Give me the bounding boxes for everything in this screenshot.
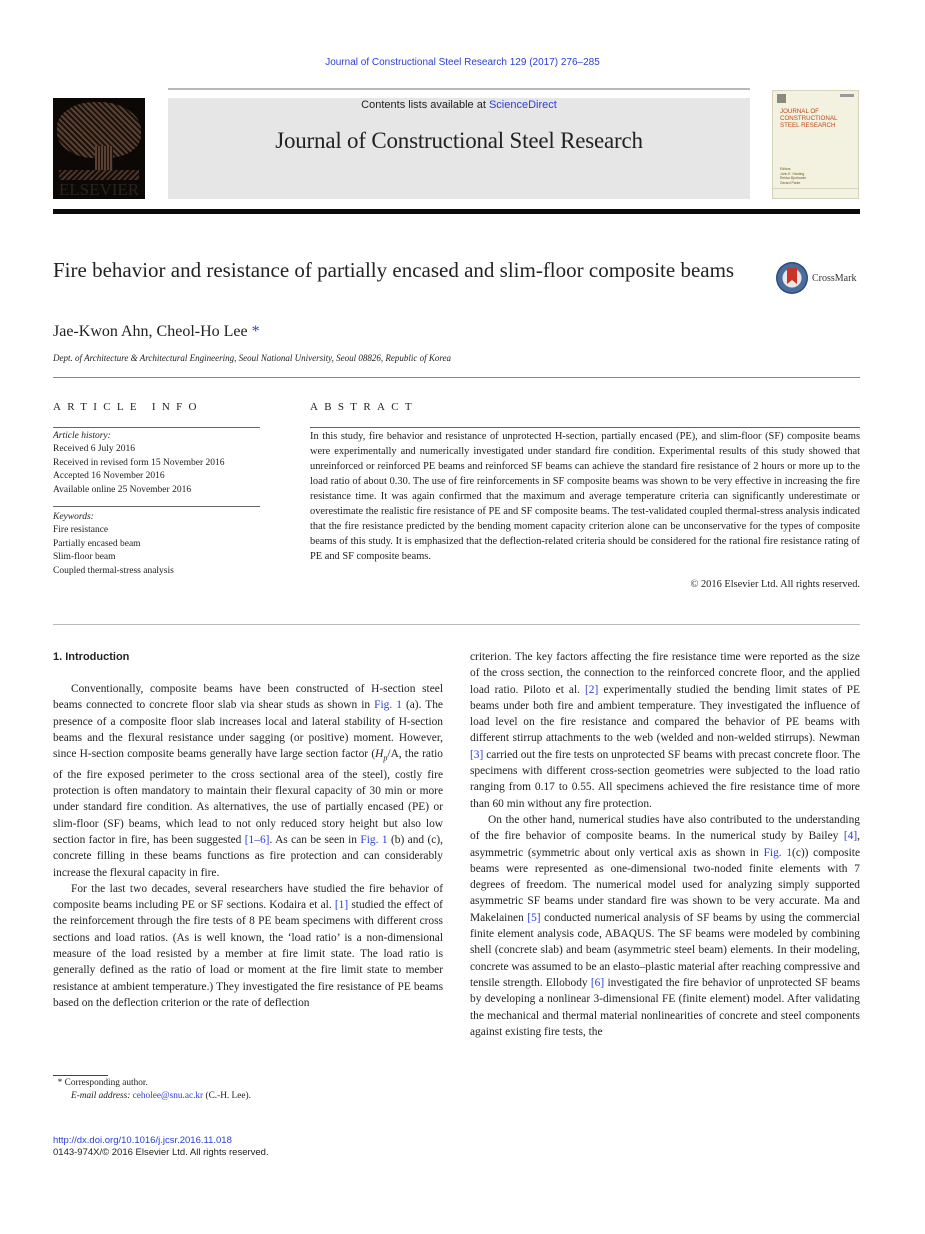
- title-divider: [53, 377, 860, 378]
- text-run: , asymmetric (symmetric about only vertical axis as shown in: [470, 830, 860, 859]
- email-suffix: (C.-H. Lee).: [203, 1091, 251, 1101]
- cover-title: [780, 108, 837, 129]
- header-thick-divider: [53, 209, 860, 214]
- text-run: Conventionally, composite beams have been constructed of H-section steel beams connected to concrete floor slab via shear studs as shown in: [53, 683, 443, 712]
- figure-link[interactable]: Fig. 1: [374, 699, 402, 712]
- footnote-email: [53, 1090, 251, 1103]
- cover-editors: [780, 167, 806, 185]
- bookmark-icon: [787, 268, 797, 284]
- keyword-item: Fire resistance: [53, 525, 109, 536]
- keywords-label: Keywords:: [53, 512, 94, 522]
- article-history: [53, 430, 263, 497]
- cover-issn-mark: [840, 94, 854, 97]
- abstract-bottom-divider: [53, 624, 860, 625]
- cover-editor-line: John E. Harding: [780, 171, 805, 176]
- text-run: investigated the fire behavior of unprotected SF beams by developing a nonlinear 3-dimensional FE (finite element) model. After validating the mechanical and thermal material nonlinearities of concrete and steel components against existing fire tests, the: [470, 976, 860, 1038]
- publisher-wordmark: ELSEVIER: [58, 180, 140, 199]
- article-title: Fire behavior and resistance of partially encased and slim-floor composite beams: [53, 258, 735, 282]
- paragraph: [53, 881, 443, 1011]
- journal-cover-thumbnail[interactable]: [772, 90, 859, 199]
- tree-ground-icon: [59, 170, 139, 180]
- text-run: criterion. The key factors affecting the fire resistance time were reported as the size of the cross section, the connection to the reinforced concrete floor, and the applied load ratio. Piloto et al.: [470, 651, 860, 696]
- text-run: (c)) composite beams were represented as one-dimensional two-noded finite elements with 7 degrees of freedom. The numerical model used for analyzing simply supported asymmetric SF beams under standard fire was shown to be very accurate. Ma and Makelainen: [470, 846, 860, 924]
- article-history-label: Article history:: [53, 431, 111, 441]
- doi-link[interactable]: http://dx.doi.org/10.1016/j.jcsr.2016.11.018: [53, 1135, 232, 1146]
- text-run: experimentally studied the bending limit states of PE beams under both fire and ambient temperature. They investigated the influence of load level on the fire resistance and compared the behavior of PE beams with different stirrup attachments to the web (welded and non-welded stirrups). Newman: [470, 683, 860, 745]
- article-info-divider: [53, 427, 260, 428]
- footnote-divider: [53, 1075, 108, 1076]
- abstract-text: In this study, fire behavior and resistance of unprotected H-section, partially encased (PE), and slim-floor (SF) composite beams were experimentally and numerically investigated under standard fire condition. Experimental results of this study showed that unreinforced or reinforced PE beams and reinforced SF beams can achieve the standard fire resistance of 2 hours or more up to the load ratio of about 0.30. The use of fire reinforcements in SF composite beams was shown to be very effective in increasing the fire resistance time. It was again confirmed that the maximum and average temperature criteria can significantly underestimate or overestimate the realistic fire resistance of PE and SF composite beams. The test-validated coupled thermal-stress analysis indicated that the fire resistance predicted by the bending moment capacity criterion alone can be unconservative for the types of composite beams of this study. It is emphasized that the deflection-related criteria should be considered for the rational fire resistance rating of PE and SF composite beams.: [310, 431, 860, 562]
- text-run: studied the effect of the reinforcement through the fire tests of 8 PE beam specimens with different cross sections and load ratios. (As is well known, the ‘load ratio’ is a non-dimensional measure of the load resisted by a member at fire limit state. The load ratio is generally defined as the ratio of load or moment at the fire limit state to member resistance at ambient temperature.) They investigated the fire resistance of PE beams based on the deflection criterion or the rate of deflection: [53, 899, 443, 1009]
- cover-logo-icon: [777, 94, 786, 103]
- top-divider: [168, 88, 750, 90]
- citation-link[interactable]: [4]: [843, 830, 858, 843]
- text-run: On the other hand, numerical studies have also contributed to the understanding of the fire behavior of composite beams. In the numerical study by Bailey: [470, 813, 860, 843]
- journal-masthead: [168, 98, 750, 199]
- email-label: E-mail address:: [71, 1091, 133, 1101]
- crossmark-icon: [776, 262, 808, 294]
- affiliation: Dept. of Architecture & Architectural Engineering, Seoul National University, Seoul 08826, Republic of Korea: [53, 353, 452, 363]
- crossmark-label: CrossMark: [812, 272, 857, 284]
- contents-line: [168, 99, 750, 111]
- authors-names: Jae-Kwon Ahn, Cheol-Ho Lee: [53, 323, 248, 340]
- cover-title-line: STEEL RESEARCH: [780, 122, 836, 129]
- text-run: . As can be seen in: [269, 833, 361, 846]
- text-run: conducted numerical analysis of SF beams by using the commercial finite element analysis code, ABAQUS. The SF beams were modeled by combining shell (concrete slab) and beam (asymmetric steel beam) elements. In their modeling, concrete was assumed to be an elasto–plastic material after reaching compressive and tensile strength. Ellobody: [470, 911, 861, 989]
- history-item: Received 6 July 2016: [53, 444, 136, 455]
- issn-line: 0143-974X/© 2016 Elsevier Ltd. All rights reserved.: [53, 1147, 269, 1158]
- figure-link[interactable]: Fig. 1: [360, 833, 388, 846]
- paragraph: [53, 681, 443, 881]
- keyword-item: Coupled thermal-stress analysis: [53, 565, 174, 576]
- citation-link[interactable]: [1]: [334, 899, 349, 912]
- citation-link[interactable]: [2]: [585, 683, 599, 696]
- footnote-corresponding: [53, 1077, 148, 1090]
- text-run: (a). The presence of a composite floor slab increases local and lateral stability of H-section beams and the flexural resistance under sagging (or positive) moment. However, since H-section composite beams generally have large section factor (: [53, 699, 443, 761]
- keywords-divider: [53, 506, 260, 507]
- sciencedirect-link[interactable]: ScienceDirect: [488, 99, 557, 111]
- cover-title-line: JOURNAL OF: [780, 108, 819, 115]
- keywords: [53, 511, 263, 578]
- text-run: /A, the ratio of the fire exposed perimeter to the cross sectional area of the steel), costly fire protection is often mandatory to maintain their flexural capacity of 30 min or more under standard fire condition. As alternatives, the use of partially encased (PE) or slim-floor (SF) beams, which lead to not only reduced story height but also low section factor in fire, has been suggested: [53, 748, 443, 846]
- body-column-right: [470, 649, 860, 1040]
- footnote-marker: *: [57, 1078, 63, 1088]
- author-list: [53, 323, 260, 341]
- citation-link[interactable]: [5]: [527, 911, 541, 924]
- elsevier-logo[interactable]: [53, 98, 145, 199]
- citation-link[interactable]: [3]: [470, 748, 484, 761]
- footnote-text: Corresponding author.: [64, 1078, 148, 1088]
- cover-editor-line: Gerard Parke: [780, 180, 801, 185]
- history-item: Received in revised form 15 November 2016: [53, 457, 225, 468]
- abstract-divider: [310, 427, 860, 428]
- abstract-heading: ABSTRACT: [310, 401, 418, 413]
- email-link[interactable]: ceholee@snu.ac.kr: [132, 1091, 204, 1101]
- contents-prefix: Contents lists available at: [361, 99, 489, 111]
- symbol-subscript: p: [383, 753, 388, 763]
- text-run: carried out the fire tests on unprotected SF beams with precast concrete floor. The specimens with different cross-section geometries were subjected to the load ratio ranging from 0.17 to 0.55. All specimens achieved the fire resistance time of more than 60 min without any fire protection.: [470, 748, 860, 810]
- cover-title-line: CONSTRUCTIONAL: [780, 115, 838, 122]
- keyword-item: Partially encased beam: [53, 538, 141, 549]
- paragraph: [470, 812, 860, 1040]
- cover-editor-line: Reidar Bjorhovde: [780, 176, 807, 180]
- paragraph: [470, 649, 860, 812]
- keyword-item: Slim-floor beam: [53, 552, 116, 563]
- symbol-h: H: [375, 748, 384, 761]
- corresponding-author-marker[interactable]: *: [251, 323, 260, 340]
- text-run: For the last two decades, several researchers have studied the fire behavior of composite beams including PE or SF sections. Kodaira et al.: [53, 882, 443, 912]
- history-item: Accepted 16 November 2016: [53, 471, 165, 482]
- cover-editor-line: Editors: [780, 167, 791, 171]
- citation-link[interactable]: [1–6]: [244, 833, 270, 846]
- section-heading-introduction: 1. Introduction: [53, 651, 130, 663]
- article-info-heading: ARTICLE INFO: [53, 401, 203, 413]
- text-run: (b) and (c), concrete filling in these beams functions as fire protection and can considerably increase the flexural capacity in fire.: [53, 833, 443, 879]
- figure-link[interactable]: Fig. 1: [763, 846, 793, 859]
- abstract-copyright: © 2016 Elsevier Ltd. All rights reserved.: [690, 579, 860, 590]
- crossmark-button[interactable]: [776, 262, 856, 294]
- history-item: Available online 25 November 2016: [53, 484, 192, 495]
- citation-link[interactable]: [6]: [590, 976, 605, 989]
- cover-band: [773, 188, 858, 189]
- body-column-left: [53, 649, 443, 1011]
- journal-title[interactable]: Journal of Constructional Steel Research: [275, 128, 643, 153]
- journal-reference-link[interactable]: Journal of Constructional Steel Research 129 (2017) 276–285: [325, 57, 600, 68]
